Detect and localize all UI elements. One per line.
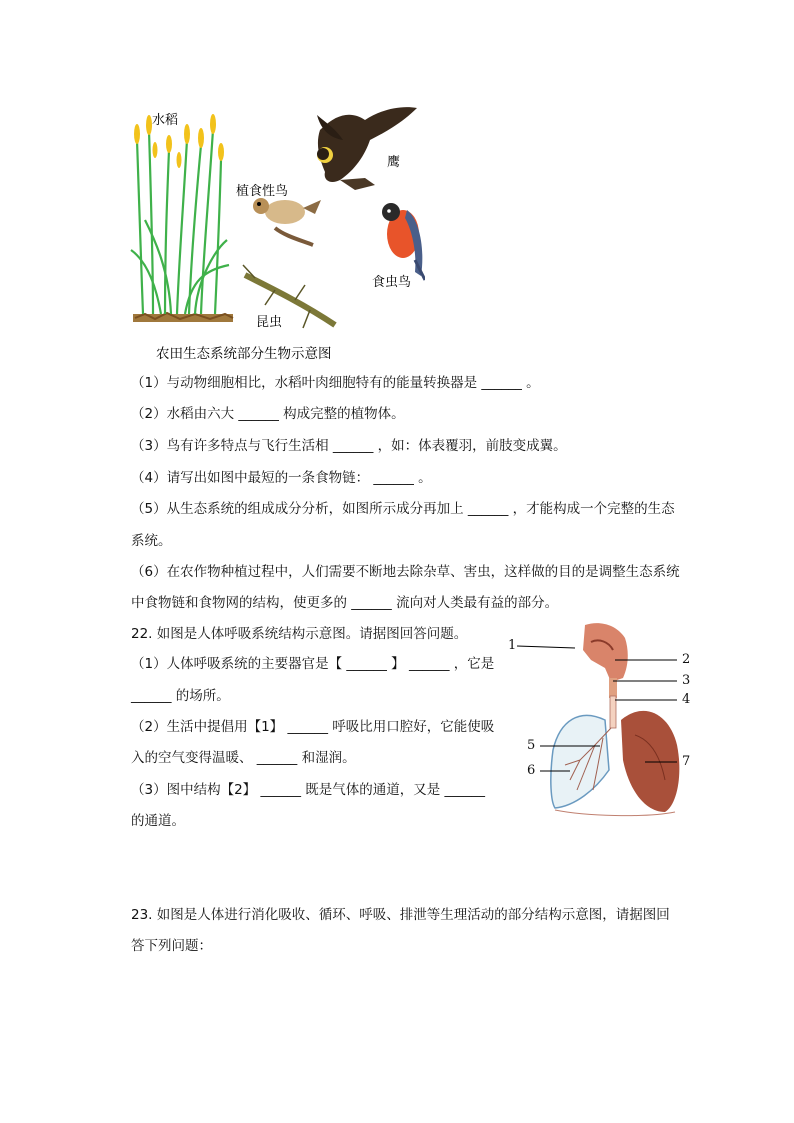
q22-part1-line2: ______ 的场所。 [131,688,230,704]
rice-plant-image [131,114,233,322]
q22-part1-line1: （1）人体呼吸系统的主要器官是【 ______ 】 ______ ，它是 [131,656,495,672]
diagram-number-2: 2 [682,652,691,667]
label-insectivorous-bird: 食虫鸟 [372,275,412,290]
diagram-number-6: 6 [527,763,536,778]
diagram-number-4: 4 [682,692,691,707]
q21-part6-line2: 中食物链和食物网的结构，使更多的 ______ 流向对人类最有益的部分。 [131,595,559,611]
q21-part1: （1）与动物细胞相比，水稻叶肉细胞特有的能量转换器是 ______ 。 [131,375,540,391]
q22-part3-line1: （3）图中结构【2】 ______ 既是气体的通道，又是 ______ [131,782,486,798]
q22-part2-line2: 入的空气变得温暖、 ______ 和湿润。 [131,750,356,766]
diagram-number-1: 1 [508,638,517,653]
q21-part5-line2: 系统。 [131,533,172,549]
insectivorous-bird-image [382,203,425,280]
q21-part3: （3）鸟有许多特点与飞行生活相 ______ ，如：体表覆羽，前肢变成翼。 [131,438,567,454]
figure-caption: 农田生态系统部分生物示意图 [156,346,332,362]
eagle-image [317,107,417,190]
q22-title: 22. 如图是人体呼吸系统结构示意图。请据图回答问题。 [131,626,468,642]
q21-part2: （2）水稻由六大 ______ 构成完整的植物体。 [131,406,405,422]
label-eagle: 鹰 [387,155,401,170]
q21-part6-line1: （6）在农作物种植过程中，人们需要不断地去除杂草、害虫，这样做的目的是调整生态系统 [131,564,680,580]
diagram-number-3: 3 [682,673,691,688]
q22-part3-line2: 的通道。 [131,813,185,829]
diagram-number-5: 5 [527,738,536,753]
leader-lines [505,630,705,780]
label-herbivorous-bird: 植食性鸟 [236,184,289,199]
label-rice: 水稻 [152,113,179,128]
q22-part2-line1: （2）生活中提倡用【1】 ______ 呼吸比用口腔好，它能使吸 [131,719,495,735]
q23-line2: 答下列问题： [131,938,212,954]
q23-line1: 23. 如图是人体进行消化吸收、循环、呼吸、排泄等生理活动的部分结构示意图，请据图回 [131,907,670,923]
diagram-number-7: 7 [682,754,691,769]
diagram-leader-lines [505,630,705,780]
q21-part5-line1: （5）从生态系统的组成成分分析，如图所示成分再加上 ______ ，才能构成一个完整的生态 [131,501,675,517]
ecosystem-figure [125,100,425,335]
label-insect: 昆虫 [256,315,283,330]
q21-part4: （4）请写出如图中最短的一条食物链： ______ 。 [131,470,432,486]
herbivorous-bird-image [253,198,321,245]
ecosystem-illustration [125,100,425,335]
